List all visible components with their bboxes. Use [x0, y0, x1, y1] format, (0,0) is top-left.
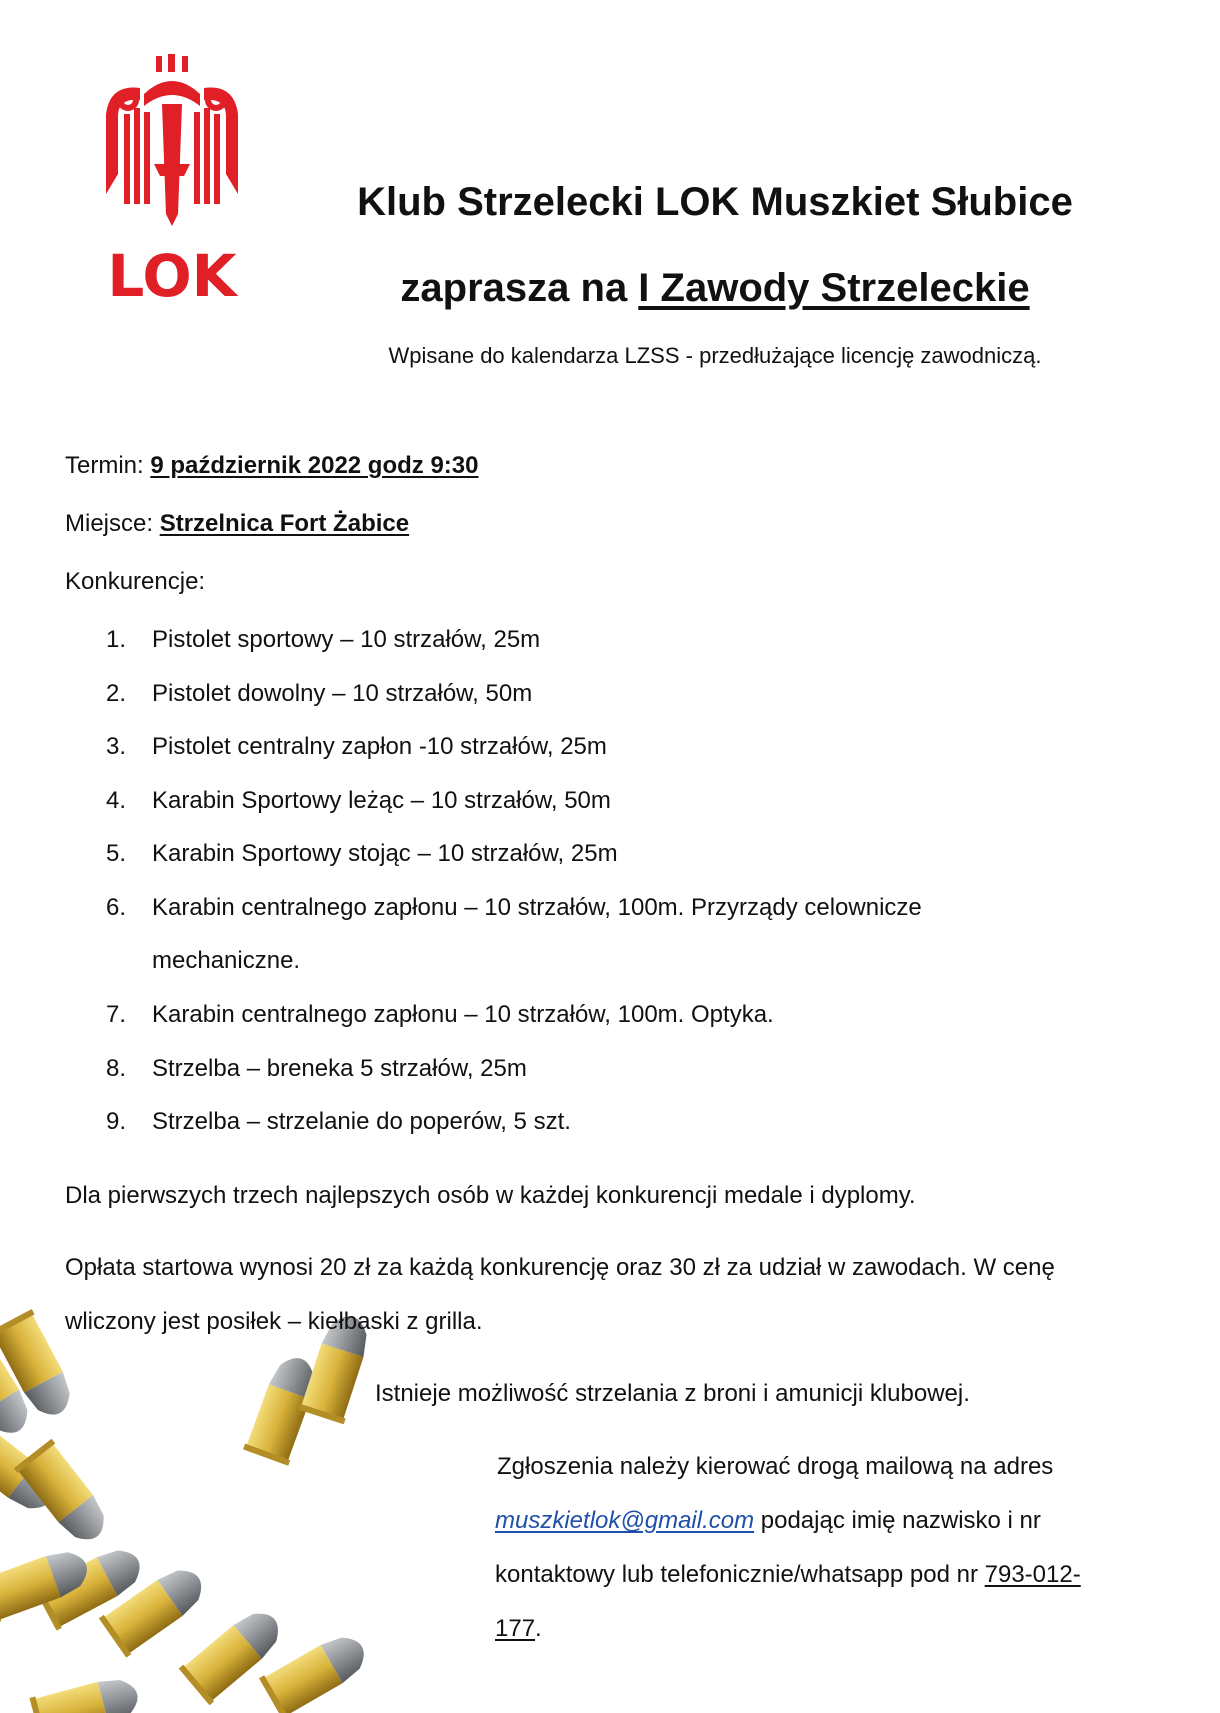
contact-line-2: [495, 1509, 1041, 1533]
club-weapons-paragraph: Istnieje możliwość strzelania z broni i amunicji klubowej.: [375, 1380, 970, 1407]
list-text: Pistolet dowolny – 10 strzałów, 50m: [152, 680, 533, 707]
phone-number-end[interactable]: 177: [495, 1615, 536, 1642]
page-title: [300, 182, 1130, 222]
termin-line: [65, 452, 478, 480]
contact-line-3: [495, 1563, 1081, 1587]
list-text: Pistolet sportowy – 10 strzałów, 25m: [152, 626, 541, 653]
logo-text: LOK: [107, 242, 237, 304]
list-text: Pistolet centralny zapłon -10 strzałów, 25m: [152, 733, 607, 760]
lok-logo: [104, 54, 240, 304]
list-text: mechaniczne.: [152, 947, 301, 974]
list-text: Karabin Sportowy leżąc – 10 strzałów, 50m: [152, 787, 611, 814]
list-number: 7.: [106, 1001, 127, 1028]
list-number: 9.: [106, 1108, 127, 1135]
medals-paragraph: Dla pierwszych trzech najlepszych osób w każdej konkurencji medale i dyplomy.: [65, 1182, 916, 1209]
miejsce-value: Strzelnica Fort Żabice: [159, 510, 410, 537]
list-number: 5.: [106, 840, 127, 867]
list-number: 6.: [106, 894, 127, 921]
miejsce-line: [65, 510, 409, 538]
list-text: Strzelba – strzelanie do poperów, 5 szt.: [152, 1108, 571, 1135]
termin-label: Termin:: [65, 452, 151, 479]
list-number: 2.: [106, 680, 127, 707]
list-number: 8.: [106, 1055, 127, 1082]
title-line-1: Klub Strzelecki LOK Muszkiet Słubice: [357, 180, 1073, 224]
eagle-emblem-icon: [104, 54, 240, 304]
bullet: [29, 1671, 143, 1713]
event-name: I Zawody Strzeleckie: [638, 266, 1030, 310]
email-link[interactable]: muszkietlok@gmail.com: [495, 1507, 755, 1534]
contact-text: podając imię nazwisko i nr: [754, 1507, 1041, 1534]
list-number: 1.: [106, 626, 127, 653]
fee-line-1: Opłata startowa wynosi 20 zł za każdą konkurencję oraz 30 zł za udział w zawodach. W cenę: [65, 1254, 1055, 1281]
contact-text: .: [535, 1615, 542, 1642]
page-title-line-2: [300, 268, 1130, 308]
phone-number[interactable]: 793-012-: [984, 1561, 1081, 1588]
bullets-cartridges-icon: [0, 1290, 390, 1713]
title-prefix: zaprasza na: [400, 266, 639, 310]
fee-line-2: wliczony jest posiłek – kiełbaski z grilla.: [65, 1308, 483, 1335]
list-number: 4.: [106, 787, 127, 814]
contact-line-4: [495, 1617, 542, 1641]
contact-line-1: Zgłoszenia należy kierować drogą mailową na adres: [497, 1453, 1054, 1480]
list-number: 3.: [106, 733, 127, 760]
list-text: Karabin Sportowy stojąc – 10 strzałów, 25m: [152, 840, 618, 867]
list-text: Strzelba – breneka 5 strzałów, 25m: [152, 1055, 527, 1082]
list-text: Karabin centralnego zapłonu – 10 strzałów, 100m. Optyka.: [152, 1001, 774, 1028]
contact-text: kontaktowy lub telefonicznie/whatsapp pod nr: [495, 1561, 985, 1588]
termin-value: 9 październik 2022 godz 9:30: [150, 452, 479, 479]
miejsce-label: Miejsce:: [65, 510, 160, 537]
list-text: Karabin centralnego zapłonu – 10 strzałów, 100m. Przyrządy celownicze: [152, 894, 922, 921]
subtitle: Wpisane do kalendarza LZSS - przedłużające licencję zawodniczą.: [388, 343, 1042, 368]
konkurencje-label: Konkurencje:: [65, 568, 206, 595]
